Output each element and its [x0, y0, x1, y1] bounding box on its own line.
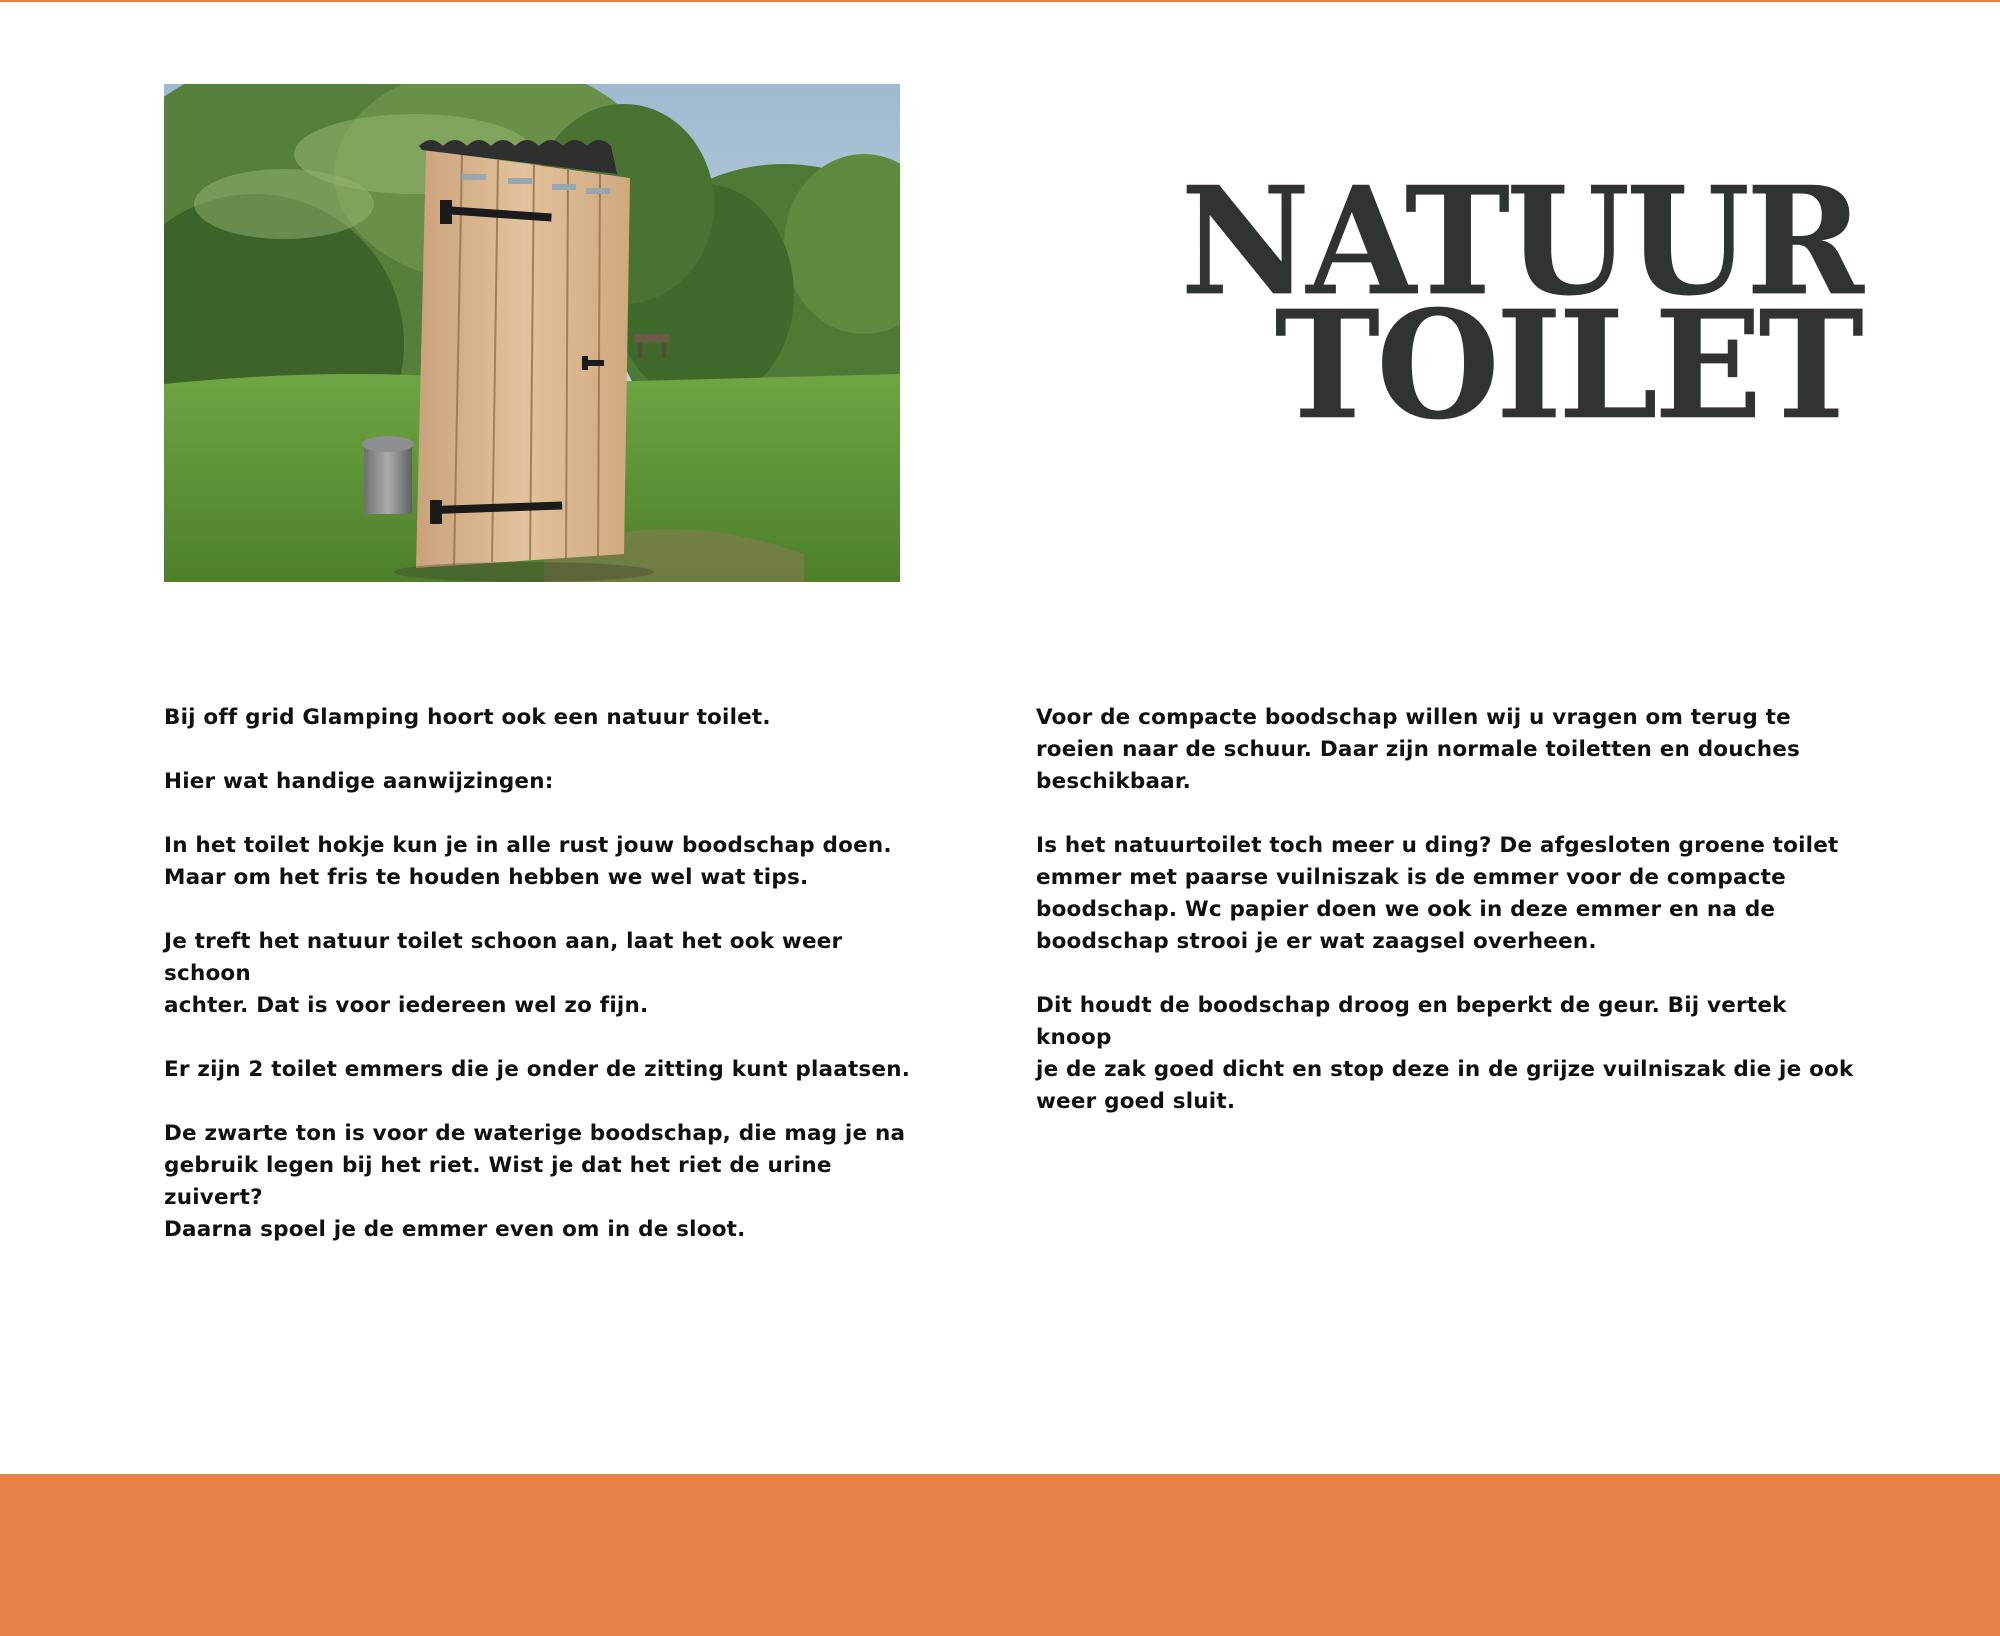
paragraph: Er zijn 2 toilet emmers die je onder de zitting kunt plaatsen. — [164, 1057, 911, 1082]
title-line-2: TOILET — [1274, 278, 1860, 453]
paragraph: Is het natuurtoilet toch meer u ding? De afgesloten groene toilet emmer met paarse vuilniszak is de emmer voor de compacte boodschap. Wc papier doen we ook in deze emmer en na de boodschap strooi je er wat zaagsel overheen. — [1036, 833, 1839, 954]
paragraph: Voor de compacte boodschap willen wij u vragen om terug te roeien naar de schuur. Daar zijn normale toiletten en douches beschikbaar. — [1036, 705, 1801, 794]
paragraph: De zwarte ton is voor de waterige boodschap, die mag je na gebruik legen bij het riet. Wist je dat het riet de urine zuivert? Daarna spoel je de emmer even om in de sloot. — [164, 1121, 906, 1242]
paragraph: Dit houdt de boodschap droog en beperkt de geur. Bij vertek knoop je de zak goed dicht en stop deze in de grijze vuilniszak die je ook weer goed sluit. — [1036, 993, 1854, 1114]
left-text-column — [164, 702, 924, 1278]
paragraph: Hier wat handige aanwijzingen: — [164, 769, 554, 794]
footer-accent-band — [0, 1474, 2000, 1636]
paragraph: Je treft het natuur toilet schoon aan, laat het ook weer schoon achter. Dat is voor iedereen wel zo fijn. — [164, 929, 843, 1018]
outdoor-toilet-photo — [164, 84, 900, 582]
right-text-column — [1036, 702, 1856, 1150]
top-accent-line — [0, 0, 2000, 2]
page-title — [1100, 154, 1860, 453]
paragraph: Bij off grid Glamping hoort ook een natuur toilet. — [164, 705, 771, 730]
title-line-1: NATUUR — [1180, 154, 1860, 330]
paragraph: In het toilet hokje kun je in alle rust jouw boodschap doen. Maar om het fris te houden hebben we wel wat tips. — [164, 833, 892, 890]
